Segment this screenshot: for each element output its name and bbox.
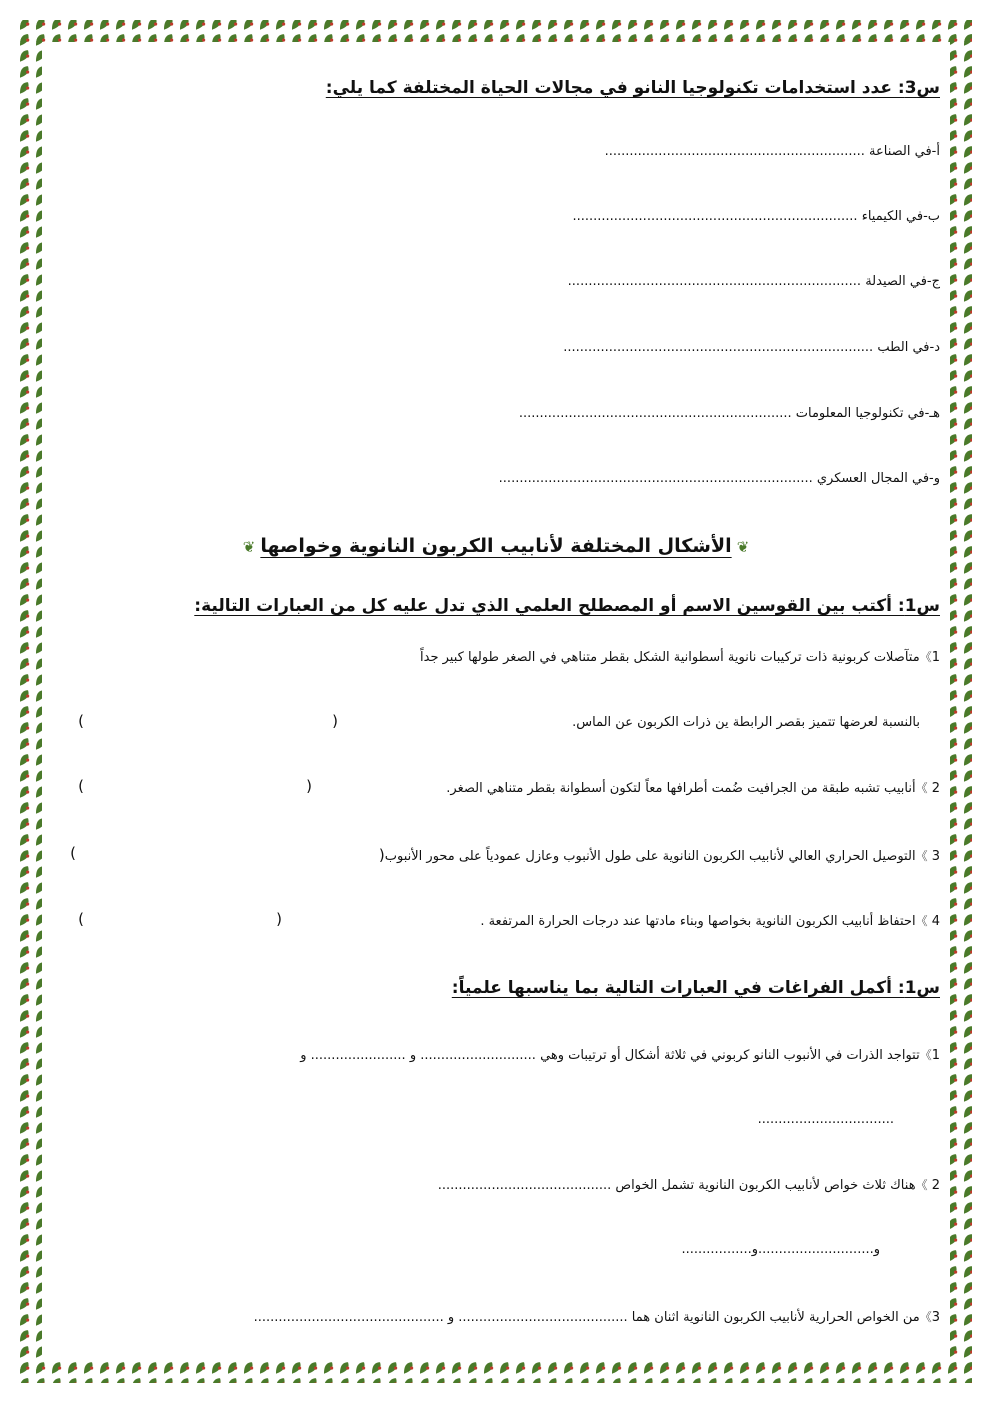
q1-fill-item-2 (438, 1176, 940, 1193)
item-text: أنابيب تشبه طبقة من الجرافيت ضُمت أطرافها معاً لتكون أسطوانة بقطر متناهي الصغر. (446, 781, 916, 796)
section-title: الأشكال المختلفة لأنابيب الكربون النانوية وخواصها (260, 535, 732, 557)
bullet-icon: 》 (915, 781, 928, 795)
q1-terms-item-4 (480, 912, 940, 929)
item-number: 2 (931, 781, 940, 796)
q1-terms-item-3 (379, 846, 940, 864)
answer-paren-close: ) (70, 844, 76, 862)
q3-item-industry: أ-في الصناعة ............................................................... (604, 144, 940, 159)
holly-icon: ❦ (736, 538, 750, 556)
item-text: متآصلات كربونية ذات تركيبات نانوية أسطوانية الشكل بقطر متناهي في الصغر طولها كبير جداً (420, 650, 920, 665)
item-number: 4 (931, 914, 940, 929)
bullet-icon: 》 (919, 650, 932, 664)
bullet-icon: 》 (919, 1048, 932, 1062)
q3-item-it: هـ-في تكنولوجيا المعلومات .................................................................. (518, 406, 940, 421)
answer-paren-open: ( (306, 777, 312, 795)
item-number: 1 (931, 650, 940, 665)
holly-icon: ❦ (242, 538, 256, 556)
answer-paren-close: ) (78, 910, 84, 928)
bullet-icon: 》 (915, 914, 928, 928)
item-text: هناك ثلاث خواص لأنابيب الكربون النانوية تشمل الخواص .......................................... (437, 1178, 916, 1193)
answer-paren-close: ) (78, 777, 84, 795)
q1-fill-item-1 (300, 1046, 940, 1063)
item-text: من الخواص الحرارية لأنابيب الكربون النانوية اثنان هما ......................................... و .............................................. (253, 1310, 920, 1325)
item-text: احتفاظ أنابيب الكربون النانوية بخواصها وبناء مادتها عند درجات الحرارة المرتفعة . (480, 914, 916, 929)
q1-fill-item-3 (254, 1308, 940, 1325)
q3-item-medicine: د-في الطب ........................................................................... (563, 340, 940, 355)
q3-heading: س3: عدد استخدامات تكنولوجيا النانو في مجالات الحياة المختلفة كما يلي: (325, 78, 940, 98)
q1-terms-item-2 (446, 779, 940, 796)
q3-item-chemistry: ب-في الكيمياء ..................................................................... (572, 209, 940, 224)
item-text: تتواجد الذرات في الأنبوب النانو كربوني في ثلاثة أشكال أو ترتيبات وهي ............................ و ....................... و (300, 1048, 920, 1063)
item-text: التوصيل الحراري العالي لأنابيب الكربون النانوية على طول الأنبوب وعازل عمودياً على محور الأنبوب (384, 849, 916, 864)
q3-item-pharmacy: ج-في الصيدلة ....................................................................... (567, 274, 940, 289)
q1-fill-item-1-cont: ................................. (757, 1112, 894, 1127)
q1-terms-item-1 (420, 648, 940, 665)
q1-terms-heading: س1: أكتب بين القوسين الاسم أو المصطلح العلمي الذي تدل عليه كل من العبارات التالية: (194, 596, 940, 616)
answer-paren-open: ( (276, 910, 282, 928)
q1-fill-item-2-cont: و............................و................. (681, 1242, 880, 1257)
bullet-icon: 》 (919, 1310, 932, 1324)
item-number: 2 (931, 1178, 940, 1193)
item-number: 3 (931, 849, 940, 864)
answer-paren-open: ( (332, 712, 338, 730)
answer-paren-close: ) (78, 712, 84, 730)
item-number: 3 (931, 1310, 940, 1325)
q1-terms-item-1-cont: بالنسبة لعرضها تتميز بقصر الرابطة ين ذرات الكربون عن الماس. (572, 715, 920, 730)
q3-item-military: و-في المجال العسكري ............................................................................ (498, 471, 940, 486)
worksheet-page (52, 52, 940, 1352)
section-title-row (52, 535, 940, 557)
q1-fill-heading: س1: أكمل الفراغات في العبارات التالية بما يناسبها علمياً: (451, 978, 940, 998)
answer-paren-open: ( (378, 846, 385, 864)
item-number: 1 (931, 1048, 940, 1063)
bullet-icon: 》 (915, 1178, 928, 1192)
bullet-icon: 》 (915, 849, 928, 863)
